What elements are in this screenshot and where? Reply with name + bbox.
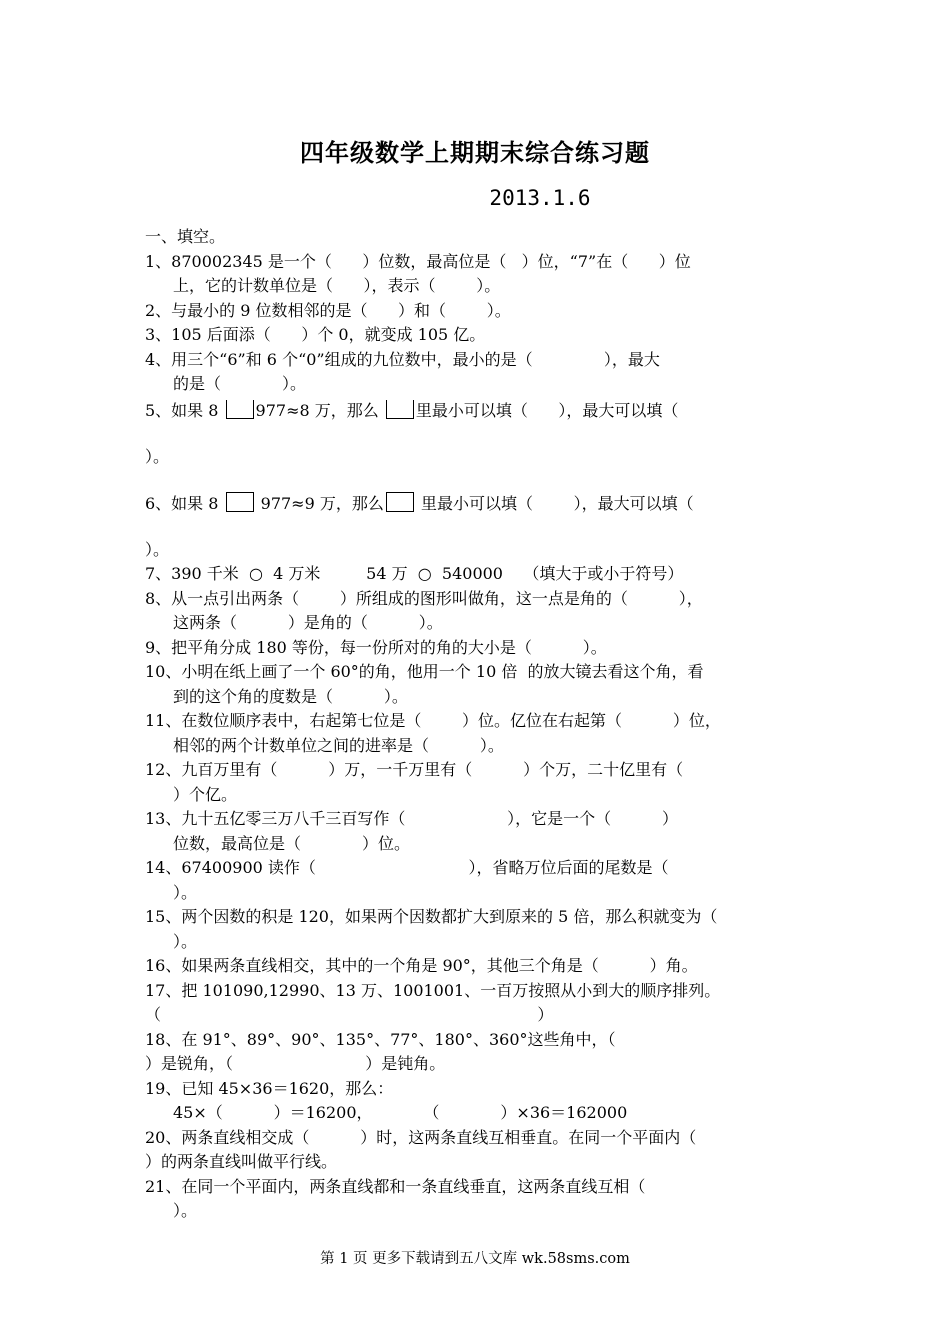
question-6-part-a: 6、如果 8: [145, 493, 224, 513]
question-19-line-1: 19、已知 45×36＝1620，那么：: [145, 1078, 394, 1098]
question-9: 9、把平角分成 180 等份，每一份所对的角的大小是（ ）。: [145, 637, 607, 657]
question-5-part-c: 里最小可以填（ ），最大可以填（: [415, 400, 679, 420]
question-16: 16、如果两条直线相交，其中的一个角是 90°，其他三个角是（ ）角。: [145, 956, 698, 975]
question-8-line-2: 这两条（ ）是角的（ ）。: [173, 613, 443, 632]
question-15-line-1: 15、两个因数的积是 120，如果两个因数都扩大到原来的 5 倍，那么积就变为（: [145, 907, 718, 926]
section-heading: 一、填空。: [145, 227, 226, 246]
question-4-line-2: 的是（ ）。: [173, 374, 307, 393]
question-4-line-1: 4、用三个“6”和 6 个“0”组成的九位数中，最小的是（ ），最大: [145, 349, 660, 369]
question-11-line-1: 11、在数位顺序表中，右起第七位是（ ）位。亿位在右起第（ ）位，: [145, 711, 721, 730]
question-17-line-1: 17、把 101090,12990、13 万、1001001、一百万按照从小到大的顺序排列。: [145, 980, 721, 1000]
question-1-line-1: 1、870002345 是一个（ ）位数，最高位是（ ）位，“7”在（ ）位: [145, 251, 691, 271]
question-6-line-2: [145, 538, 810, 563]
date-line: 2013.1.6: [489, 186, 591, 210]
question-5-part-b: 977≈8 万，那么: [255, 400, 384, 420]
question-12-line-2: ）个亿。: [173, 784, 238, 804]
question-21-line-1: 21、在同一个平面内，两条直线都和一条直线垂直，这两条直线互相（: [145, 1176, 646, 1196]
page-title: 四年级数学上期期末综合练习题: [300, 138, 650, 167]
blank-box: [386, 400, 414, 419]
question-10-line-2: 到的这个角的度数是（ ）。: [173, 686, 408, 706]
question-15-line-2: ）。: [173, 931, 198, 951]
question-6-part-b: 977≈9 万，那么: [255, 493, 384, 513]
question-18-line-2: ）是锐角，（ ）是钝角。: [145, 1054, 446, 1073]
page-footer: 第 1 页 更多下载请到五八文库 wk.58sms.com: [320, 1251, 630, 1267]
question-13-line-1: 13、九十五亿零三万八千三百写作（ ），它是一个（ ）: [145, 809, 678, 828]
question-19-line-2: 45×（ ）＝16200， （ ）×36＝162000: [173, 1103, 628, 1122]
question-2: 2、与最小的 9 位数相邻的是（ ）和（ ）。: [145, 300, 511, 320]
question-5-tail: ）。: [145, 446, 170, 466]
question-1-line-2: 上，它的计数单位是（ ），表示（ ）。: [173, 276, 501, 295]
question-17-line-2: （ ）: [145, 1005, 554, 1024]
blank-box: [386, 492, 414, 512]
question-11-line-2: 相邻的两个计数单位之间的进率是（ ）。: [173, 735, 504, 755]
question-7: 7、390 千米 ○ 4 万米 54 万 ○ 540000 （填大于或小于符号）: [145, 564, 684, 583]
blank-box: [226, 400, 254, 419]
question-6-line-1: [145, 490, 810, 518]
question-14-line-1: 14、67400900 读作（ ），省略万位后面的尾数是（: [145, 858, 669, 877]
question-10-line-1: 10、小明在纸上画了一个 60°的角，他用一个 10 倍 的放大镜去看这个角，看: [145, 662, 704, 681]
question-list: [145, 225, 810, 1224]
question-5-line-1: [145, 397, 810, 425]
question-3: 3、105 后面添（ ）个 0，就变成 105 亿。: [145, 325, 486, 344]
question-20-line-2: ）的两条直线叫做平行线。: [145, 1152, 338, 1171]
question-5-line-2: [145, 445, 810, 470]
question-6-tail: ）。: [145, 539, 170, 559]
question-18-line-1: 18、在 91°、89°、90°、135°、77°、180°、360°这些角中，（: [145, 1029, 616, 1049]
question-8-line-1: 8、从一点引出两条（ ）所组成的图形叫做角，这一点是角的（ ），: [145, 588, 703, 608]
blank-box: [226, 492, 254, 512]
question-20-line-1: 20、两条直线相交成（ ）时，这两条直线互相垂直。在同一个平面内（: [145, 1127, 697, 1147]
question-13-line-2: 位数，最高位是（ ）位。: [173, 833, 411, 853]
question-21-line-2: ）。: [173, 1201, 198, 1220]
question-14-line-2: ）。: [173, 882, 198, 902]
question-5-part-a: 5、如果 8: [145, 400, 224, 420]
question-6-part-c: 里最小可以填（ ），最大可以填（: [415, 493, 694, 513]
question-12-line-1: 12、九百万里有（ ）万，一千万里有（ ）个万，二十亿里有（: [145, 760, 684, 779]
